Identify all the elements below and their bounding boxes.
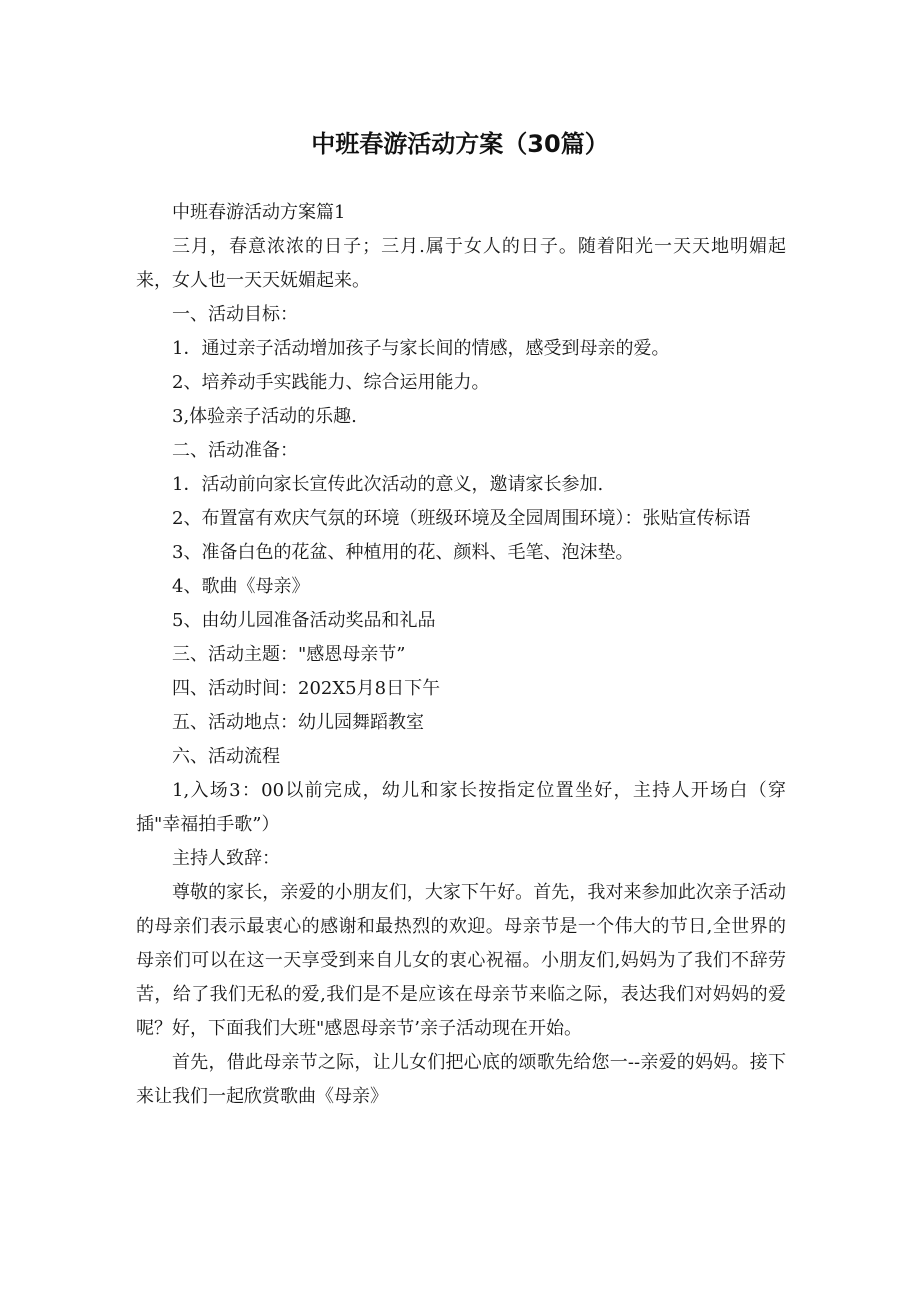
preparation-item-1: 1．活动前向家长宣传此次活动的意义，邀请家长参加.: [172, 474, 604, 495]
section-heading: 中班春游活动方案篇1: [172, 202, 346, 223]
document-title: 中班春游活动方案（30篇）: [311, 130, 609, 158]
time-line: 四、活动时间：202X5月8日下午: [172, 678, 441, 699]
theme-line: 三、活动主题："感恩母亲节”: [172, 644, 406, 665]
process-heading: 六、活动流程: [172, 746, 280, 767]
location-line: 五、活动地点：幼儿园舞蹈教室: [172, 712, 424, 733]
preparation-item-4: 4、歌曲《母亲》: [172, 576, 310, 597]
process-item-1: 1,入场3：00以前完成，幼儿和家长按指定位置坐好，主持人开场白（穿插"幸福拍手歌”）: [136, 780, 786, 835]
document-body: [136, 196, 786, 1114]
host-speech-paragraph: 尊敬的家长，亲爱的小朋友们，大家下午好。首先，我对来参加此次亲子活动的母亲们表示最衷心的感谢和最热烈的欢迎。母亲节是一个伟大的节日,全世界的母亲们可以在这一天享受到来自儿女的衷心祝福。小朋友们,妈妈为了我们不辞劳苦，给了我们无私的爱,我们是不是应该在母亲节来临之际，表达我们对妈妈的爱呢？好，下面我们大班"感恩母亲节’亲子活动现在开始。: [136, 882, 786, 1039]
preparation-item-5: 5、由幼儿园准备活动奖品和礼品: [172, 610, 436, 631]
goal-item-1: 1．通过亲子活动增加孩子与家长间的情感，感受到母亲的爱。: [172, 338, 670, 359]
preparation-item-2: 2、布置富有欢庆气氛的环境（班级环境及全园周围环境）：张贴宣传标语: [172, 508, 751, 529]
host-speech-heading: 主持人致辞：: [172, 848, 280, 869]
intro-paragraph: 三月，春意浓浓的日子；三月.属于女人的日子。随着阳光一天天地明媚起来，女人也一天天妩媚起来。: [136, 236, 786, 291]
closing-paragraph: 首先，借此母亲节之际，让儿女们把心底的颂歌先给您一--亲爱的妈妈。接下来让我们一起欣赏歌曲《母亲》: [136, 1052, 786, 1107]
preparation-item-3: 3、准备白色的花盆、种植用的花、颜料、毛笔、泡沫垫。: [172, 542, 634, 563]
goal-item-2: 2、培养动手实践能力、综合运用能力。: [172, 372, 490, 393]
goals-heading: 一、活动目标：: [172, 304, 298, 325]
preparation-heading: 二、活动准备：: [172, 440, 298, 461]
goal-item-3: 3,体验亲子活动的乐趣.: [172, 406, 357, 427]
